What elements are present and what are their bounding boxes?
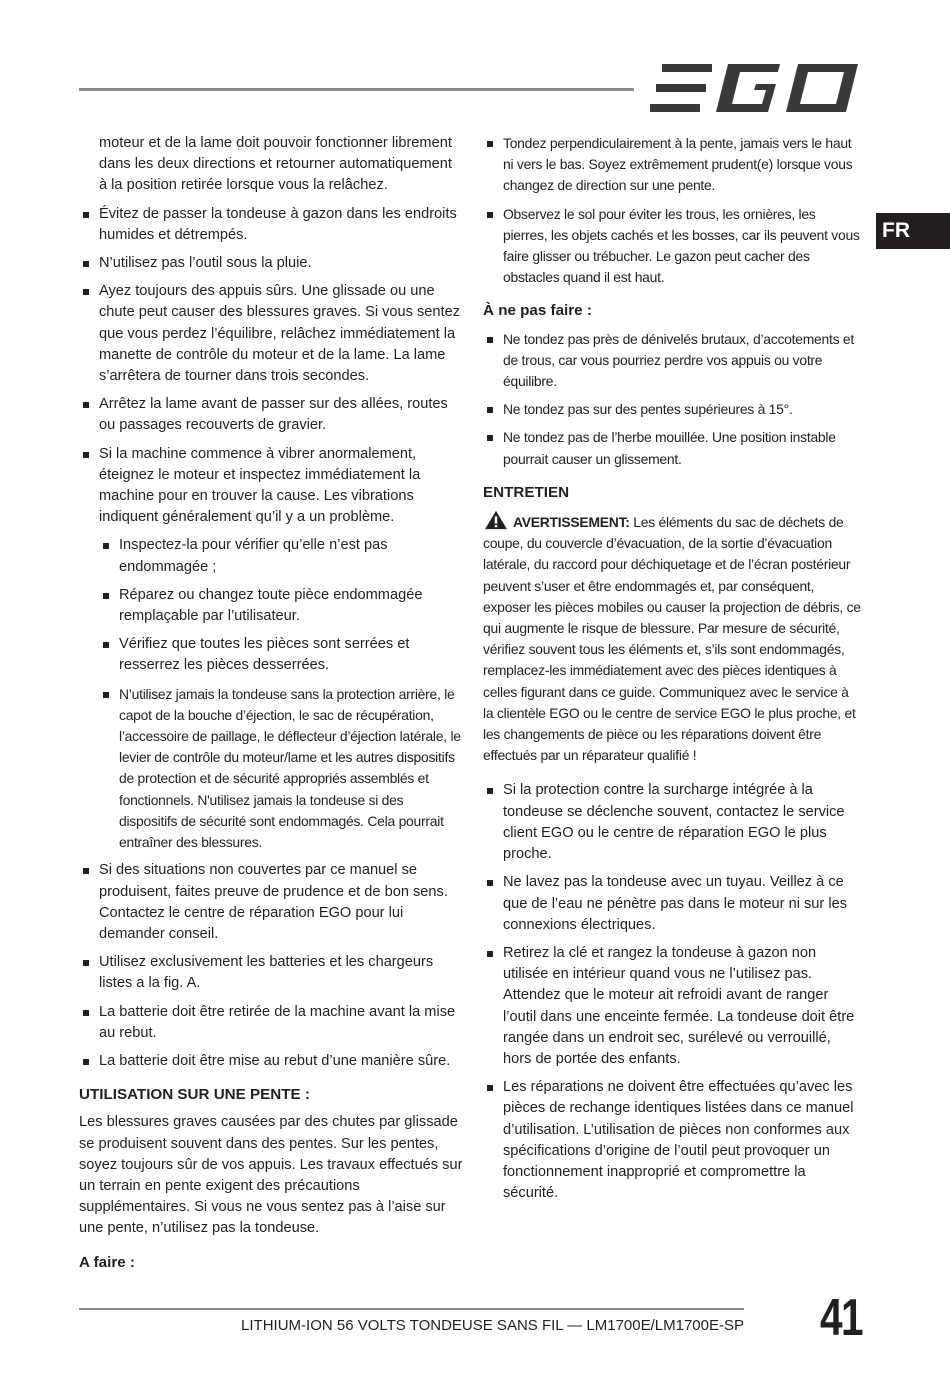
list-item-text: Tondez perpendiculairement à la pente, jamais vers le haut ni vers le bas. Soyez extrêmement prudent(e) lorsque vous changez de direction sur une pente.: [503, 135, 853, 194]
bullet-square-icon: [83, 960, 89, 966]
list-item-text: Si la machine commence à vibrer anormalement, éteignez le moteur et inspectez immédiatement la machine pour en trouver la cause. Les vibrations indiquent généralement qu’il y a un problème.: [99, 445, 421, 526]
warning-text: Les éléments du sac de déchets de coupe, du couvercle d’évacuation, de la sortie d’évacuation latérale, du raccord pour déchiquetage et de l’écran postérieur peuvent s’user et être endommagés et, par conséquent, exposer les pièces mobiles ou causer la projection de débris, ce qui augmente le risque de blessure. Par mesure de sécurité, vérifiez souvent tous les éléments et, s’ils sont endommagés, remplacez-les immédiatement avec des pièces identiques à celles figurant dans ce guide. Communiquez avec le service à la clientèle EGO ou le centre de service EGO le plus proche, et les changements de pièce ou les réparations doivent être effectués par un réparateur qualifié !: [483, 514, 861, 764]
bullet-square-icon: [487, 788, 493, 794]
list-item: [483, 427, 861, 469]
list-item-text: N’utilisez pas l’outil sous la pluie.: [99, 255, 312, 272]
page-number: 41: [820, 1289, 862, 1347]
footer-rule: [79, 1308, 744, 1310]
list-item: [79, 444, 463, 529]
sub-list-item: [79, 634, 463, 676]
list-item: [79, 204, 463, 246]
sub-list-item: [79, 684, 463, 854]
list-item-text: Ne tondez pas de l’herbe mouillée. Une position instable pourrait causer un glissement.: [503, 429, 836, 467]
bullet-square-icon: [83, 212, 89, 218]
list-item-text: La batterie doit être mise au rebut d’une manière sûre.: [99, 1052, 451, 1069]
list-item: [79, 1002, 463, 1044]
list-item-text: N’utilisez jamais la tondeuse sans la protection arrière, le capot de la bouche d’éjection, le sac de récupération, l’accessoire de paillage, le déflecteur d’éjection latérale, le levier de contrôle du moteur/lame et les autres dispositifs de protection et de sécurité appropriés assemblés et fonctionnels. N'utilisez jamais la tondeuse si des dispositifs de sécurité sont endommagés. Cela pourrait entraîner des blessures.: [119, 685, 461, 851]
bullet-square-icon: [83, 289, 89, 295]
header-rule: [79, 88, 634, 91]
section-heading-do: A faire :: [79, 1253, 135, 1271]
list-item-text: Évitez de passer la tondeuse à gazon dans les endroits humides et détrempés.: [99, 205, 457, 243]
list-item-text: Utilisez exclusivement les batteries et les chargeurs listes a la fig. A.: [99, 954, 434, 992]
bullet-square-icon: [83, 261, 89, 267]
list-item: [483, 943, 861, 1070]
list-item: [79, 952, 463, 994]
list-item-text: Les réparations ne doivent être effectuées qu’avec les pièces de rechange identiques listées dans ce manuel d’utilisation. L’utilisation de pièces non conformes aux spécifications d’origine de l’outil peut provoquer un fonctionnement inapproprié et compromettre la sécurité.: [503, 1079, 854, 1202]
list-item: [483, 133, 861, 197]
right-column: [483, 133, 861, 1211]
list-item: [79, 253, 463, 274]
list-item-text: Ayez toujours des appuis sûrs. Une glissade ou une chute peut causer des blessures graves. Si vous sentez que vous perdez l’équilibre, relâchez immédiatement la manette de contrôle du moteur et de la lame. La lame s’arrêtera de tourner dans trois secondes.: [99, 283, 460, 385]
sub-list-item: [79, 585, 463, 627]
bullet-square-icon: [487, 407, 493, 413]
list-item: [483, 872, 861, 936]
left-column: [79, 133, 463, 1280]
slope-paragraph: Les blessures graves causées par des chutes par glissade se produisent souvent dans des pentes. Sur les pentes, soyez toujours sûr de vos appuis. Les travaux effectués sur un terrain en pente exigent des précautions supplémentaires. Si vous ne vous sentez pas à l’aise sur une pente, n’utilisez pas la tondeuse.: [79, 1114, 463, 1237]
bullet-square-icon: [83, 1059, 89, 1065]
bullet-square-icon: [103, 543, 109, 549]
section-heading-dont: À ne pas faire :: [483, 302, 592, 320]
ego-logo: [650, 64, 862, 112]
bullet-square-icon: [487, 141, 493, 147]
bullet-square-icon: [83, 1010, 89, 1016]
bullet-square-icon: [103, 642, 109, 648]
warning-label: AVERTISSEMENT:: [513, 514, 630, 531]
bullet-square-icon: [83, 402, 89, 408]
section-heading-maintenance: ENTRETIEN: [483, 483, 570, 501]
list-item-text: Ne tondez pas près de dénivelés brutaux, d’accotements et de trous, car vous pourriez perdre vos appuis ou votre équilibre.: [503, 330, 854, 390]
list-item: [79, 860, 463, 945]
list-item-text: Réparez ou changez toute pièce endommagée remplaçable par l’utilisateur.: [119, 586, 423, 625]
bullet-square-icon: [103, 692, 109, 698]
list-item: [79, 281, 463, 387]
warning-paragraph: [483, 510, 861, 766]
sub-list-item: [79, 535, 463, 577]
list-item-text: Vérifiez que toutes les pièces sont serrées et resserrez les pièces desserrées.: [119, 636, 410, 674]
list-item: [483, 780, 861, 865]
list-item: [483, 204, 861, 289]
list-item: [483, 1077, 861, 1204]
bullet-square-icon: [487, 951, 493, 957]
bullet-square-icon: [487, 337, 493, 343]
list-item-text: Inspectez-la pour vérifier qu’elle n’est pas endommagée ;: [119, 537, 388, 575]
bullet-square-icon: [83, 868, 89, 874]
bullet-square-icon: [103, 593, 109, 599]
list-item-text: Ne tondez pas sur des pentes supérieures à 15°.: [503, 401, 793, 418]
list-item-text: Observez le sol pour éviter les trous, les ornières, les pierres, les objets cachés et les bosses, car ils peuvent vous faire glisser ou trébucher. Le gazon peut cacher des obstacles quand il est haut.: [503, 205, 860, 286]
list-item-text: Ne lavez pas la tondeuse avec un tuyau. Veillez à ce que de l’eau ne pénètre pas dans le moteur ni sur les connexions électriques.: [503, 874, 847, 933]
footer-title: LITHIUM-ION 56 VOLTS TONDEUSE SANS FIL — LM1700E/LM1700E-SP: [241, 1317, 744, 1334]
list-item: [79, 394, 463, 436]
bullet-square-icon: [83, 452, 89, 458]
list-item-text: Si la protection contre la surcharge intégrée à la tondeuse se déclenche souvent, contactez le service client EGO ou le centre de réparation EGO le plus proche.: [503, 782, 845, 863]
bullet-square-icon: [487, 1085, 493, 1091]
continued-text: moteur et de la lame doit pouvoir fonctionner librement dans les deux directions et retourner automatiquement à la position retirée lorsque vous la relâchez.: [99, 135, 452, 194]
warning-triangle-icon: [483, 510, 509, 530]
list-item-text: La batterie doit être retirée de la machine avant la mise au rebut.: [99, 1003, 456, 1041]
list-item-text: Si des situations non couvertes par ce manuel se produisent, faites preuve de prudence et de bon sens. Contactez le centre de réparation EGO pour lui demander conseil.: [99, 862, 448, 942]
list-item: [79, 1051, 463, 1072]
list-item: [483, 329, 861, 393]
section-heading-slope: UTILISATION SUR UNE PENTE :: [79, 1086, 310, 1104]
list-item-text: Arrêtez la lame avant de passer sur des allées, routes ou passages recouverts de gravier.: [99, 396, 448, 434]
list-item-text: Retirez la clé et rangez la tondeuse à gazon non utilisée en intérieur quand vous ne l’utilisez pas. Attendez que le moteur ait refroidi avant de ranger l’outil dans une enceinte fermée. La tondeuse doit être rangée dans un endroit sec, surélevé ou verrouillé, hors de portée des enfants.: [503, 944, 855, 1067]
bullet-square-icon: [487, 880, 493, 886]
language-tab: FR: [876, 213, 950, 249]
bullet-square-icon: [487, 435, 493, 441]
list-item: [483, 399, 861, 420]
bullet-square-icon: [487, 212, 493, 218]
